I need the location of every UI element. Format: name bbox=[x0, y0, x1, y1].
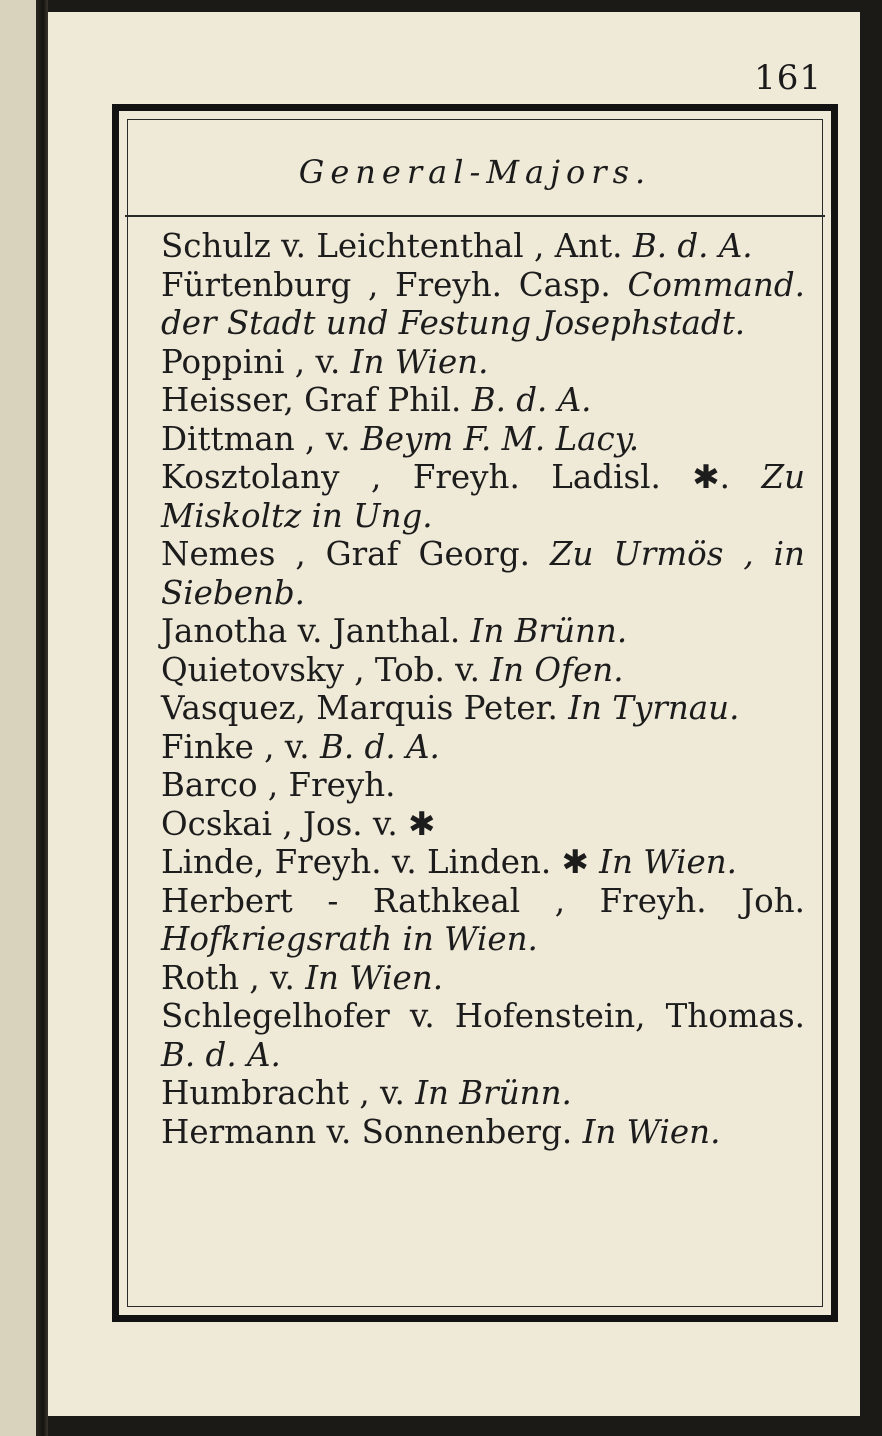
entry-name: Linde, Freyh. v. Linden. ✱ bbox=[161, 843, 589, 881]
entry-name: Vasquez, Marquis Peter. bbox=[161, 689, 558, 727]
entry-name: Ocskai , Jos. v. ✱ bbox=[161, 804, 436, 843]
list-item bbox=[161, 882, 805, 959]
list-item bbox=[161, 651, 805, 690]
entry-list bbox=[161, 227, 805, 1151]
entry-name: Hermann v. Sonnenberg. bbox=[161, 1112, 573, 1151]
list-item bbox=[161, 343, 805, 382]
entry-name: Herbert - Rathkeal , Freyh. Joh. bbox=[161, 881, 805, 920]
entry-name: Barco , Freyh. bbox=[161, 766, 396, 804]
page-frame bbox=[112, 104, 838, 1322]
entry-note: B. d. A. bbox=[632, 227, 753, 265]
entry-name: Fürtenburg , Freyh. Casp. bbox=[161, 265, 611, 304]
entry-name: Roth , v. bbox=[161, 958, 295, 997]
entry-note: In Brünn. bbox=[470, 612, 628, 650]
entry-name: Finke , v. bbox=[161, 727, 310, 766]
list-item bbox=[161, 805, 805, 844]
list-item bbox=[161, 997, 805, 1074]
entry-note: In Wien. bbox=[582, 1112, 721, 1151]
entry-note: In Wien. bbox=[599, 843, 737, 881]
list-item bbox=[161, 843, 805, 882]
book-page bbox=[48, 12, 860, 1416]
list-item bbox=[161, 1113, 805, 1152]
list-item bbox=[161, 959, 805, 998]
entry-name: Janotha v. Janthal. bbox=[161, 612, 461, 650]
list-item bbox=[161, 535, 805, 612]
page-number: 161 bbox=[754, 58, 822, 98]
entry-note: B. d. A. bbox=[319, 727, 440, 766]
list-item bbox=[161, 227, 805, 266]
entry-note: B. d. A. bbox=[471, 381, 592, 419]
list-item bbox=[161, 420, 805, 459]
section-heading: General-Majors. bbox=[298, 153, 652, 191]
entry-note: In Wien. bbox=[350, 342, 489, 381]
entry-note: Command. der Stadt und Festung Josephstadt. bbox=[161, 265, 805, 342]
book-gutter bbox=[36, 0, 48, 1436]
list-item bbox=[161, 612, 805, 651]
entry-note: In Wien. bbox=[305, 958, 444, 997]
list-item bbox=[161, 689, 805, 728]
list-item bbox=[161, 728, 805, 767]
list-item bbox=[161, 1074, 805, 1113]
list-item bbox=[161, 381, 805, 420]
entry-note: Zu Miskoltz in Ung. bbox=[161, 458, 805, 535]
list-item bbox=[161, 458, 805, 535]
entry-note: Zu Urmös , in Siebenb. bbox=[161, 535, 805, 612]
entry-name: Nemes , Graf Georg. bbox=[161, 535, 530, 573]
entry-name: Kosztolany , Freyh. Ladisl. ✱. bbox=[161, 458, 730, 496]
entry-name: Dittman , v. bbox=[161, 419, 351, 458]
entry-name: Schulz v. Leichtenthal , Ant. bbox=[161, 227, 623, 265]
entry-name: Humbracht , v. bbox=[161, 1074, 405, 1112]
entry-note: In Tyrnau. bbox=[568, 689, 740, 727]
list-item bbox=[161, 266, 805, 343]
heading-rule bbox=[125, 215, 825, 217]
list-item bbox=[161, 766, 805, 805]
entry-note: Beym F. M. Lacy. bbox=[360, 419, 640, 458]
entry-note: Hofkriegsrath in Wien. bbox=[161, 920, 538, 958]
entry-note: In Ofen. bbox=[490, 650, 624, 689]
entry-note: B. d. A. bbox=[161, 1035, 281, 1074]
entry-name: Poppini , v. bbox=[161, 342, 341, 381]
entry-name: Quietovsky , Tob. v. bbox=[161, 650, 480, 689]
entry-note: In Brünn. bbox=[415, 1074, 572, 1112]
entry-name: Heisser, Graf Phil. bbox=[161, 381, 462, 419]
entry-name: Schlegelhofer v. Hofenstein, Thomas. bbox=[161, 997, 805, 1035]
